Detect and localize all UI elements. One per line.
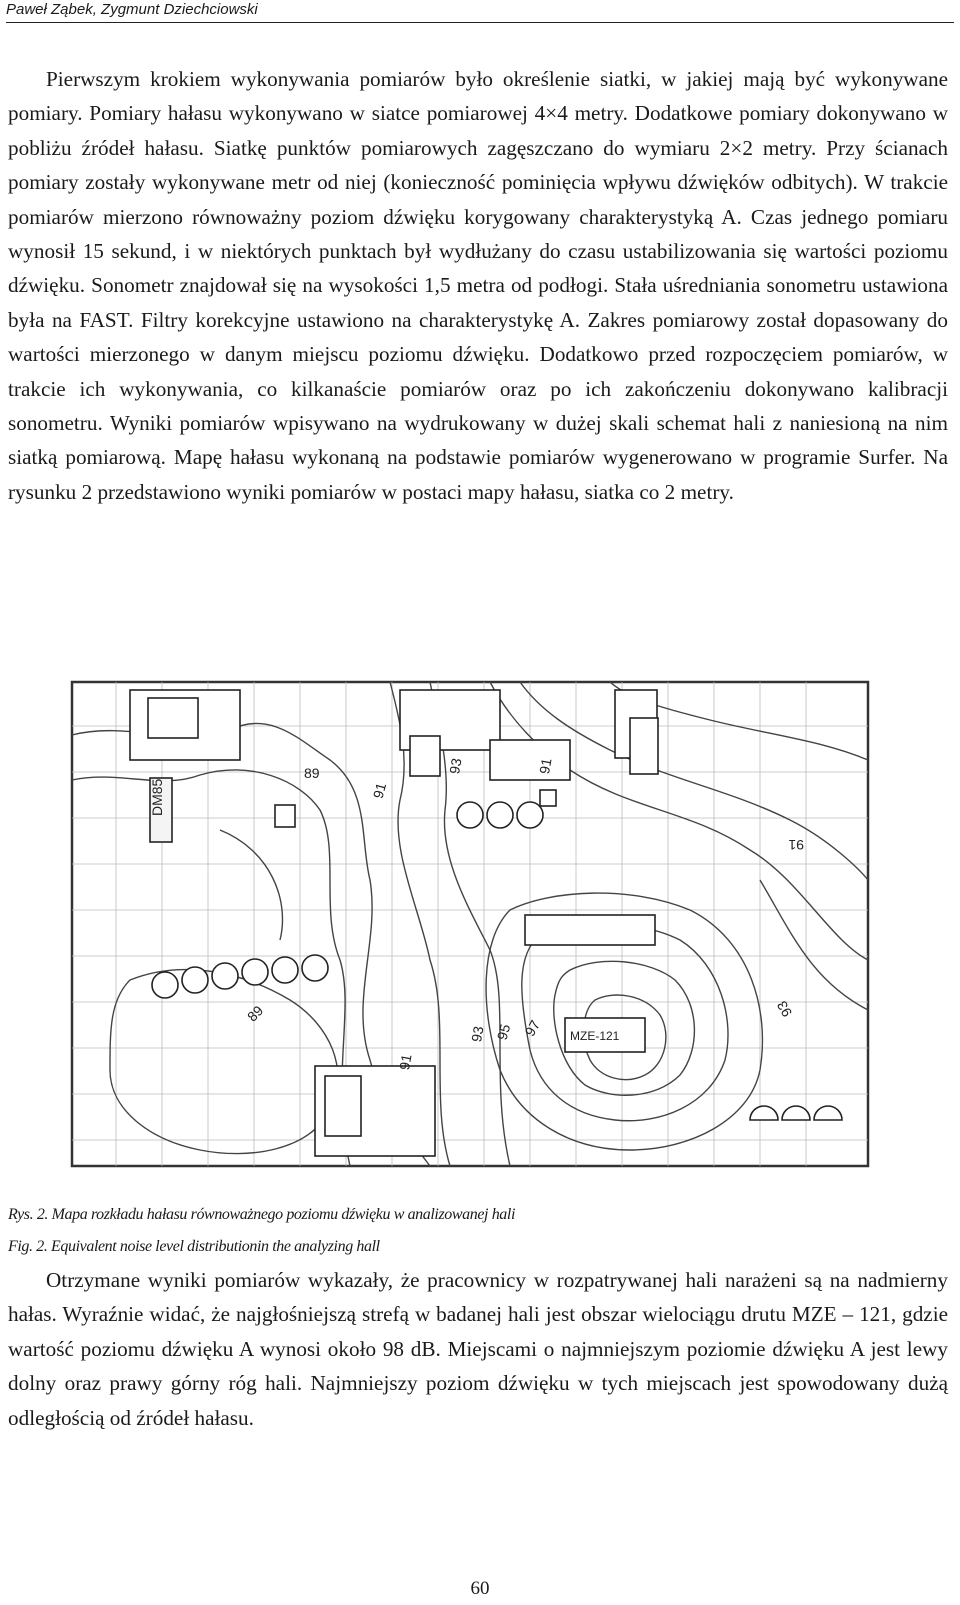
running-header	[6, 0, 954, 23]
body-paragraph-1: Pierwszym krokiem wykonywania pomiarów było określenie siatki, w jakiej mają być wykonywane pomiary. Pomiary hałasu wykonywano w siatce pomiarowej 4×4 metry. Dodatkowe pomiary dokonywano w pobliżu źródeł hałasu. Siatkę punktów pomiarowych zagęszczano do wymiaru 2×2 metry. Przy ścianach pomiary zostały wykonywane metr od niej (konieczność pominięcia wpływu dźwięków odbitych). W trakcie pomiarów mierzono równoważny poziom dźwięku korygowany charakterystyką A. Czas jednego pomiaru wynosił 15 sekund, i w niektórych punktach był wydłużany do czasu ustabilizowania się wartości poziomu dźwięku. Sonometr znajdował się na wysokości 1,5 metra od podłogi. Stała uśredniania sonometru ustawiona była na FAST. Filtry korekcyjne ustawiono na charakterystykę A. Zakres pomiarowy został dopasowany do wartości mierzonego w danym miejscu poziomu dźwięku. Dodatkowo przed rozpoczęciem pomiarów, w trakcie ich wykonywania, co kilkanaście pomiarów oraz po ich zakończeniu dokonywano kalibracji sonometru. Wyniki pomiarów wpisywano na wydrukowany w dużej skali schemat hali z naniesioną na nim siatką pomiarową. Mapę hałasu wykonaną na podstawie pomiarów wygenerowano w programie Surfer. Na rysunku 2 przedstawiono wyniki pomiarów w postaci mapy hałasu, siatka co 2 metry.	[8, 67, 948, 504]
label-mze: MZE-121	[570, 1029, 620, 1043]
contour-label: 93	[446, 757, 465, 776]
label-dm85: DM85	[149, 778, 165, 816]
body-paragraph-2: Otrzymane wyniki pomiarów wykazały, że pracownicy w rozpatrywanej hali narażeni są na nadmierny hałas. Wyraźnie widać, że najgłośniejszą strefą w badanej hali jest obszar wielociągu drutu MZE – 121, gdzie wartość poziomu dźwięku A wynosi około 98 dB. Miejscami o najmniejszym poziomie dźwięku A jest lewy dolny oraz prawy górny róg hali. Najmniejszy poziom dźwięku w tych miejscach jest spowodowany dużą odległością od źródeł hałasu.	[8, 1268, 948, 1430]
contour-label: 91	[536, 757, 555, 776]
contour-label: 93	[468, 1025, 487, 1044]
noise-map-drawing	[70, 680, 870, 1168]
contour-label: 91	[788, 837, 804, 853]
figure-caption-en: Fig. 2. Equivalent noise level distributionin the analyzing hall	[8, 1238, 380, 1255]
contour-label: 91	[369, 780, 390, 801]
figure-caption-pl: Rys. 2. Mapa rozkładu hałasu równoważnego poziomu dźwięku w analizowanej hali	[8, 1206, 515, 1223]
page-number: 60	[470, 1578, 490, 1599]
contour-label: 95	[493, 1022, 514, 1042]
contour-label: 97	[521, 1017, 544, 1039]
contour-label: 93	[773, 998, 796, 1020]
noise-map-figure	[70, 680, 870, 1168]
header-authors: Paweł Ząbek, Zygmunt Dziechciowski	[6, 1, 258, 18]
contour-label: 91	[396, 1053, 415, 1072]
contour-label: 89	[304, 765, 320, 781]
contour-label: 89	[243, 1002, 267, 1025]
